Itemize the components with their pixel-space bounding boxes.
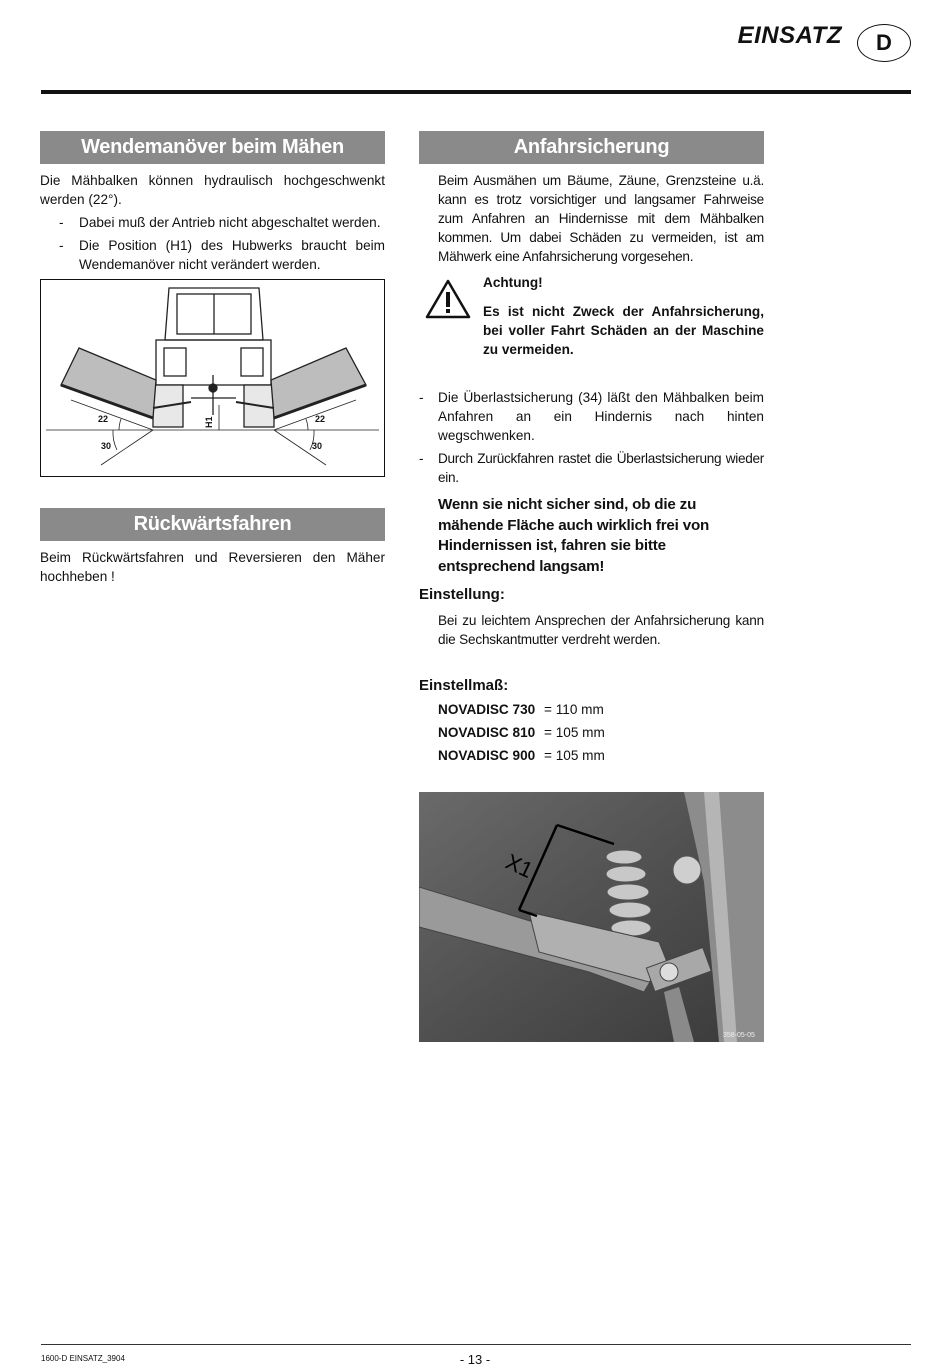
footer-code: 1600-D EINSATZ_3904	[41, 1354, 125, 1363]
angle-label-left-30: 30	[101, 441, 112, 451]
dimension-label: X1	[501, 848, 537, 883]
angle-label-right-30: 30	[312, 441, 323, 451]
table-row: NOVADISC 900 = 105 mm	[438, 748, 605, 763]
warning-text: Es ist nicht Zweck der Anfahrsicherung, bei voller Fahrt Schäden an der Maschine zu vermeiden.	[483, 304, 764, 357]
einstellmass-table	[438, 698, 605, 767]
section-heading-anfahrsicherung: Anfahrsicherung	[419, 131, 764, 164]
photo-code: 358-05-05	[723, 1032, 755, 1039]
header-rule	[41, 90, 911, 94]
list-item: - Dabei muß der Antrieb nicht abgeschaltet werden.	[59, 215, 381, 230]
section-heading-rueckwaertsfahren: Rückwärtsfahren	[40, 508, 385, 541]
section-heading-wendemanoever: Wendemanöver beim Mähen	[40, 131, 385, 164]
footer-rule	[41, 1344, 911, 1345]
list-item: - Die Überlastsicherung (34) läßt den Mähbalken beim Anfahren an ein Hindernis nach hinten wegschwenken.	[419, 390, 764, 443]
anfahrsicherung-intro: Beim Ausmähen um Bäume, Zäune, Grenzsteine u.ä. kann es trotz vorsichtiger und langsamer Fahrweise zum Anfahren an Hindernisse mit dem Mähbalken kommen. Um dabei Schäden zu vermeiden, ist am Mähwerk eine Anfahrsicherung vorgesehen.	[438, 173, 764, 264]
wendemanoever-intro: Die Mähbalken können hydraulisch hochgeschwenkt werden (22°).	[40, 173, 385, 207]
tractor-diagram	[40, 279, 385, 477]
height-label: H1	[204, 416, 214, 428]
anfahrsicherung-list	[419, 388, 764, 487]
warning-title: Achtung!	[483, 275, 543, 290]
rueckwaertsfahren-text: Beim Rückwärtsfahren und Reversieren den Mäher hochheben !	[40, 550, 385, 584]
table-row: NOVADISC 730 = 110 mm	[438, 702, 604, 717]
list-item: - Die Position (H1) des Hubwerks braucht beim Wendemanöver nicht verändert werden.	[59, 238, 385, 272]
einstellung-heading: Einstellung:	[419, 586, 505, 603]
page-number: - 13 -	[459, 1352, 491, 1367]
table-row: NOVADISC 810 = 105 mm	[438, 725, 605, 740]
angle-label-right-22: 22	[315, 414, 326, 424]
list-item: - Durch Zurückfahren rastet die Überlastsicherung wieder ein.	[419, 451, 764, 485]
emphasis-note: Wenn sie nicht sicher sind, ob die zu mähende Fläche auch wirklich frei von Hindernissen ist, fahren sie bitte entsprechend langsam!	[438, 496, 710, 575]
overload-protection-photo	[419, 792, 764, 1042]
language-badge: D	[857, 24, 911, 62]
angle-label-left-22: 22	[98, 414, 109, 424]
wendemanoever-text	[40, 171, 385, 274]
einstellmass-heading: Einstellmaß:	[419, 677, 509, 694]
einstellung-text: Bei zu leichtem Ansprechen der Anfahrsicherung kann die Sechskantmutter verdreht werden.	[438, 613, 764, 647]
header-title: EINSATZ	[737, 22, 842, 49]
warning-icon	[424, 278, 472, 325]
